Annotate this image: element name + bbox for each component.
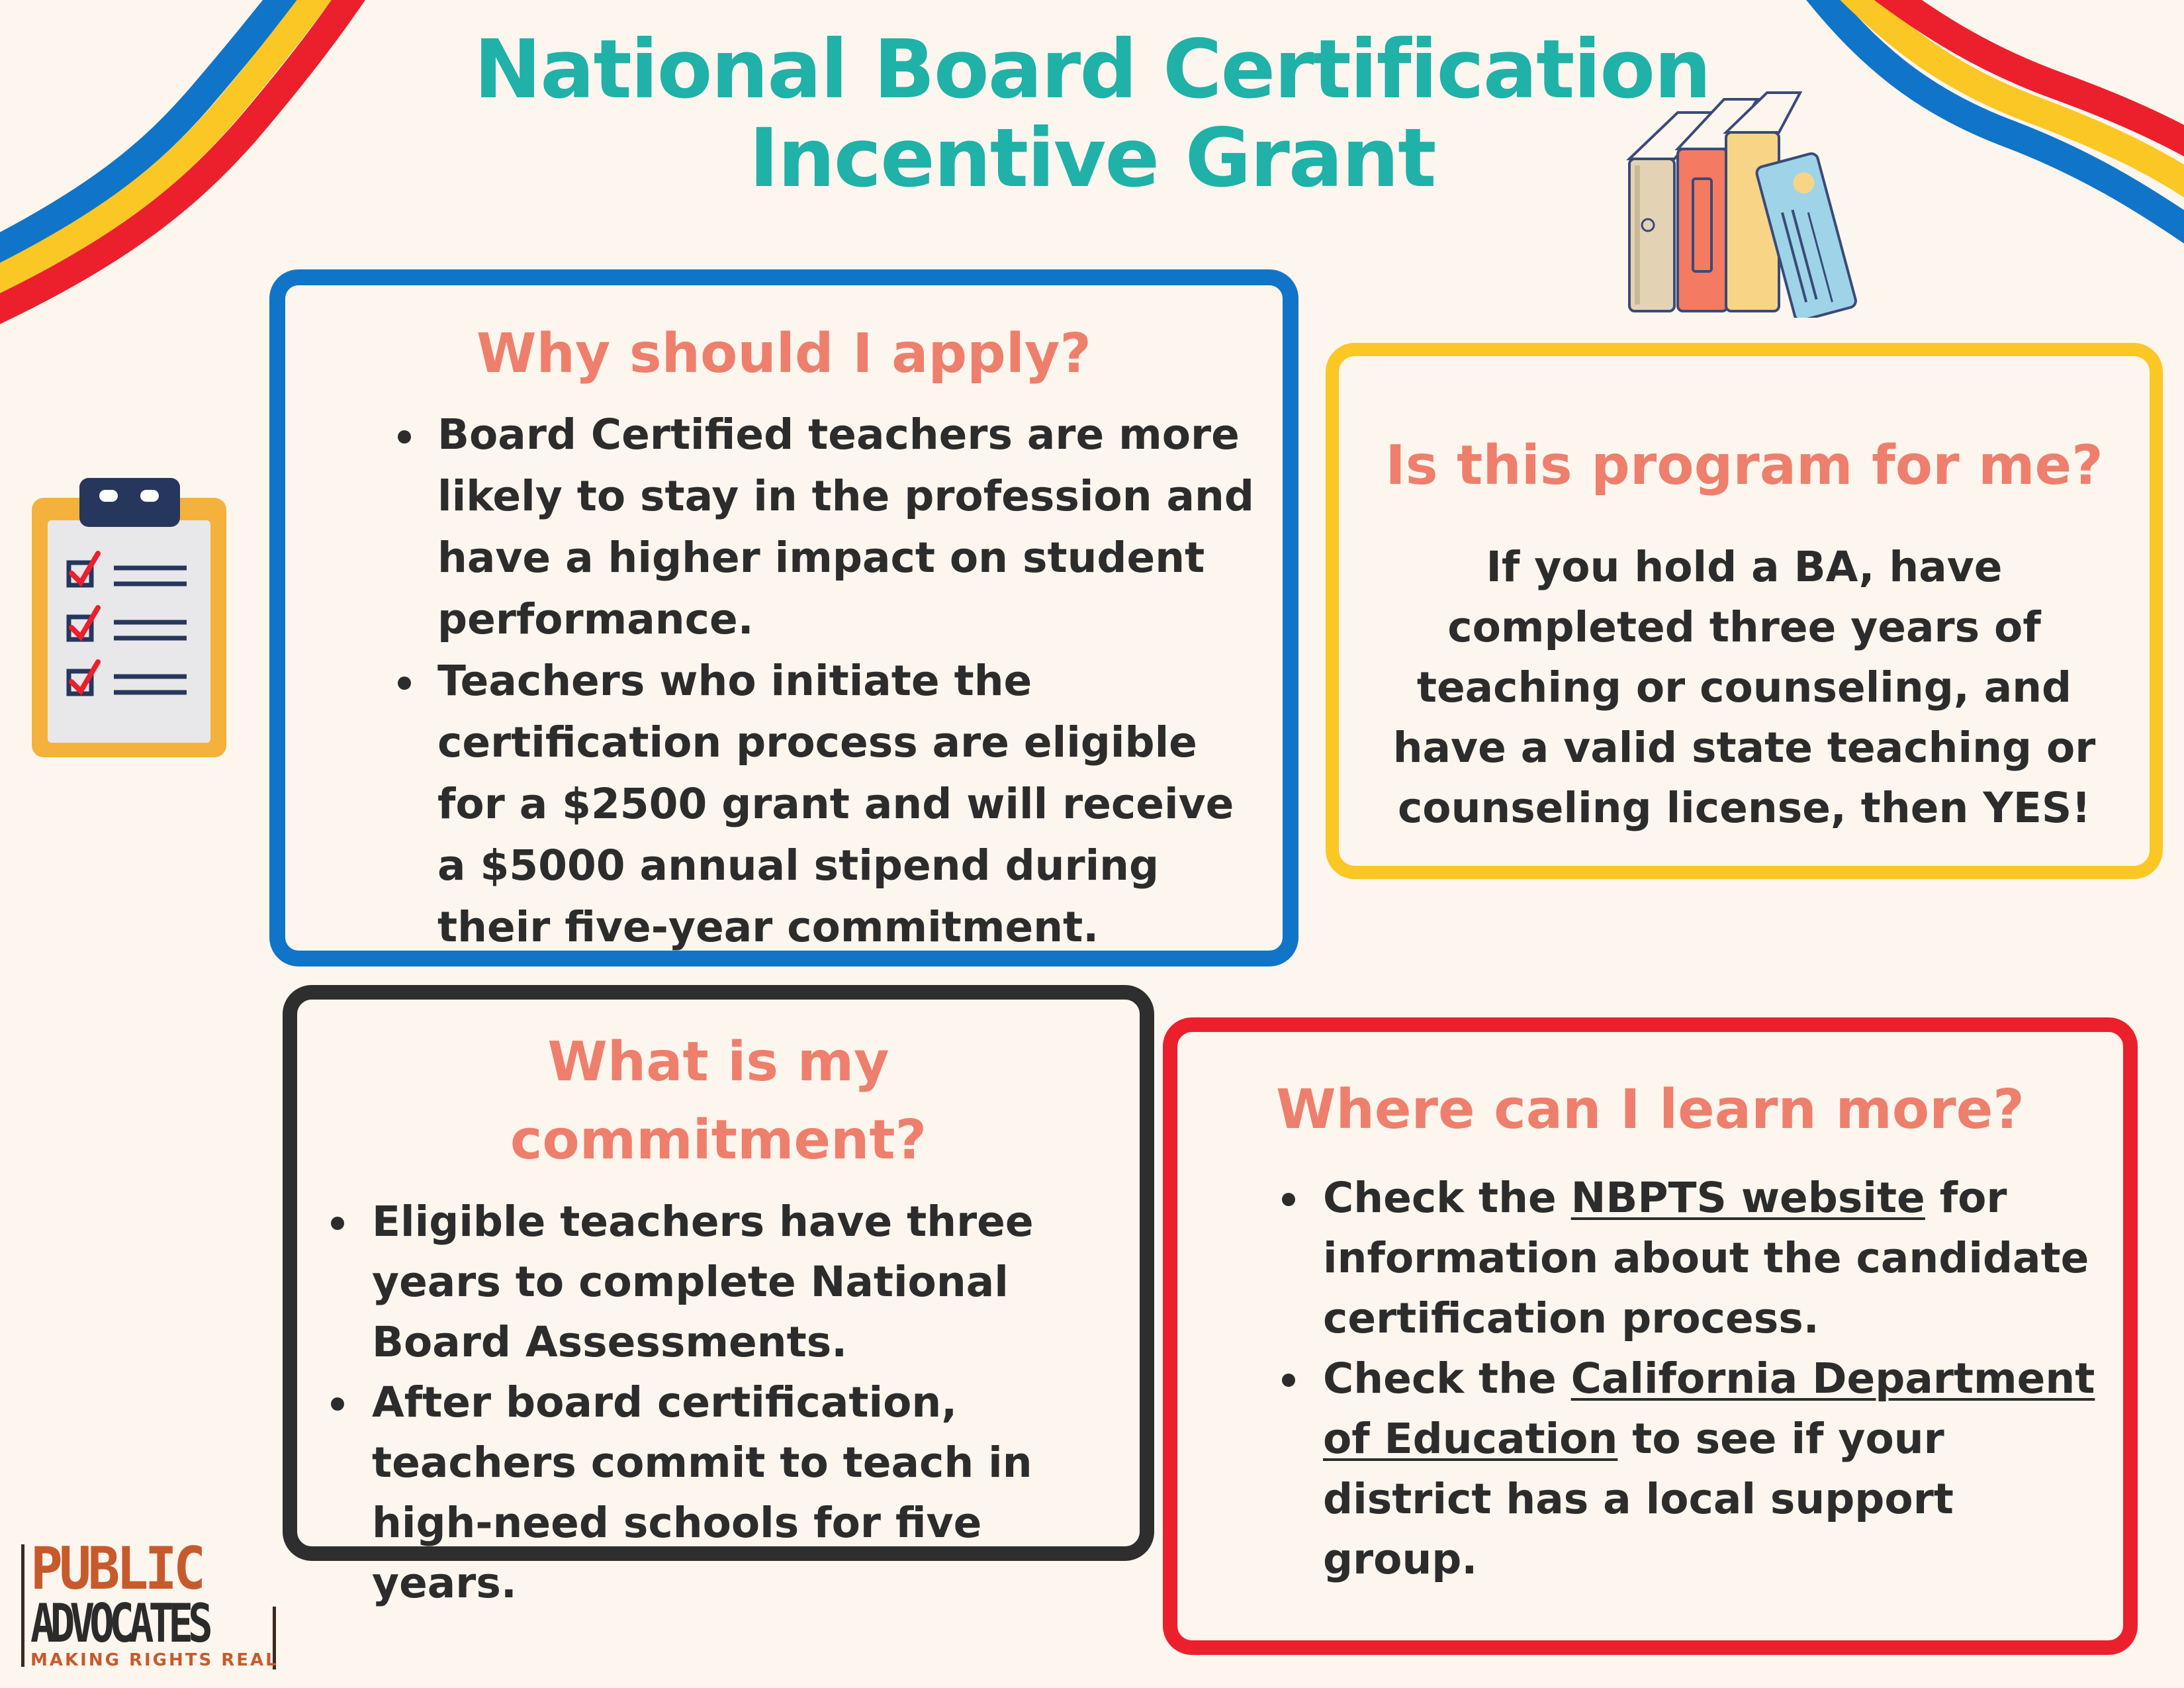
learn-item-text: to see if your district has a local support group. [1323,1415,1954,1583]
public-advocates-logo [21,1534,279,1671]
why-apply-card [269,269,1298,966]
program-eligibility-card [1326,343,2163,879]
clipboard-checklist-icon [28,475,230,761]
program-eligibility-heading: Is this program for me? [1385,434,2103,497]
why-apply-list [285,404,1283,958]
nbpts-website-link[interactable]: NBPTS website [1570,1174,1925,1222]
program-eligibility-text: If you hold a BA, have completed three years of teaching or counseling, and have a valid state teaching or counseling license, then YES! [1392,543,2096,832]
learn-more-card [1163,1017,2138,1655]
logo-word-public: PUBLIC [30,1534,203,1603]
why-apply-heading: Why should I apply? [477,322,1091,385]
learn-item-text: for information about the candidate certification process. [1323,1174,2089,1342]
learn-more-list [1177,1168,2123,1589]
list-item: After board certification, teachers commit to teach in high-need schools for five years. [372,1372,1126,1613]
page-title-line1: National Board Certification [474,23,1710,117]
commitment-heading [297,1023,1140,1180]
list-item: Teachers who initiate the certification process are eligible for a $2500 grant and will receive a $5000 annual stipend during their five-year commitment. [437,650,1256,958]
logo-tagline: MAKING RIGHTS REAL [30,1650,279,1670]
commitment-card [283,985,1154,1607]
list-item: Eligible teachers have three years to complete National Board Assessments. [372,1192,1126,1372]
page-title-line2: Incentive Grant [749,111,1435,205]
list-item [1323,1168,2116,1348]
cde-link[interactable]: California Department of Education [1323,1354,2095,1463]
books-illustration [1615,86,1866,318]
commitment-heading-line1: What is my [547,1031,889,1094]
list-item: Board Certified teachers are more likely to stay in the profession and have a higher impact on student performance. [437,404,1256,650]
list-item [1323,1348,2116,1589]
commitment-heading-line2: commitment? [510,1109,927,1172]
learn-item-text: Check the [1323,1354,1571,1403]
logo-word-advocates: ADVOCATES [30,1593,208,1654]
learn-item-text: Check the [1323,1174,1571,1222]
learn-more-heading: Where can I learn more? [1276,1078,2025,1141]
commitment-list [297,1192,1140,1613]
